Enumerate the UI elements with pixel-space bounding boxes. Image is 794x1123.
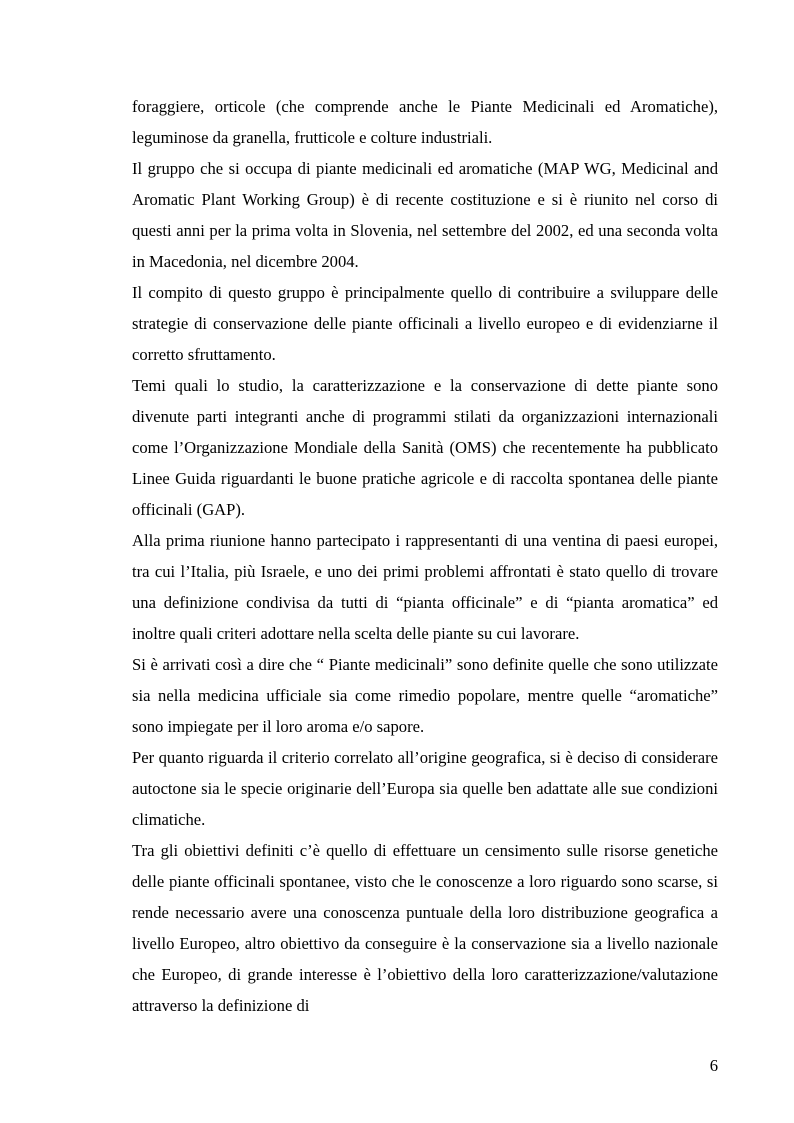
- page-number: 6: [709, 1056, 718, 1075]
- paragraph-7: Per quanto riguarda il criterio correlato all’origine geografica, si è deciso di considerare autoctone sia le specie originarie dell’Europa sia quelle ben adattate alle sue condizioni climatiche.: [132, 748, 718, 829]
- paragraph-8: Tra gli obiettivi definiti c’è quello di effettuare un censimento sulle risorse genetiche delle piante officinali spontanee, visto che le conoscenze a loro riguardo sono scarse, si rende necessario avere una conoscenza puntuale della loro distribuzione geografica a livello Europeo, altro obiettivo da conseguire è la conservazione sia a livello nazionale che Europeo, di grande interesse è l’obiettivo della loro caratterizzazione/valutazione attraverso la definizione di: [132, 841, 718, 1015]
- paragraph-1: foraggiere, orticole (che comprende anche le Piante Medicinali ed Aromatiche), leguminose da granella, frutticole e colture industriali.: [132, 97, 718, 147]
- paragraph-5: Alla prima riunione hanno partecipato i rappresentanti di una ventina di paesi europei, tra cui l’Italia, più Israele, e uno dei primi problemi affrontati è stato quello di trovare una definizione condivisa da tutti di “pianta officinale” e di “pianta aromatica” ed inoltre quali criteri adottare nella scelta delle piante su cui lavorare.: [132, 531, 718, 643]
- paragraph-6: Si è arrivati così a dire che “ Piante medicinali” sono definite quelle che sono utilizzate sia nella medicina ufficiale sia come rimedio popolare, mentre quelle “aromatiche” sono impiegate per il loro aroma e/o sapore.: [132, 655, 718, 736]
- body-text: [132, 91, 718, 1021]
- paragraph-3: Il compito di questo gruppo è principalmente quello di contribuire a sviluppare delle strategie di conservazione delle piante officinali a livello europeo e di evidenziarne il corretto sfruttamento.: [132, 283, 718, 364]
- paragraph-2: Il gruppo che si occupa di piante medicinali ed aromatiche (MAP WG, Medicinal and Aromatic Plant Working Group) è di recente costituzione e si è riunito nel corso di questi anni per la prima volta in Slovenia, nel settembre del 2002, ed una seconda volta in Macedonia, nel dicembre 2004.: [132, 159, 718, 271]
- paragraph-4: Temi quali lo studio, la caratterizzazione e la conservazione di dette piante sono divenute parti integranti anche di programmi stilati da organizzazioni internazionali come l’Organizzazione Mondiale della Sanità (OMS) che recentemente ha pubblicato Linee Guida riguardanti le buone pratiche agricole e di raccolta spontanea delle piante officinali (GAP).: [132, 376, 718, 519]
